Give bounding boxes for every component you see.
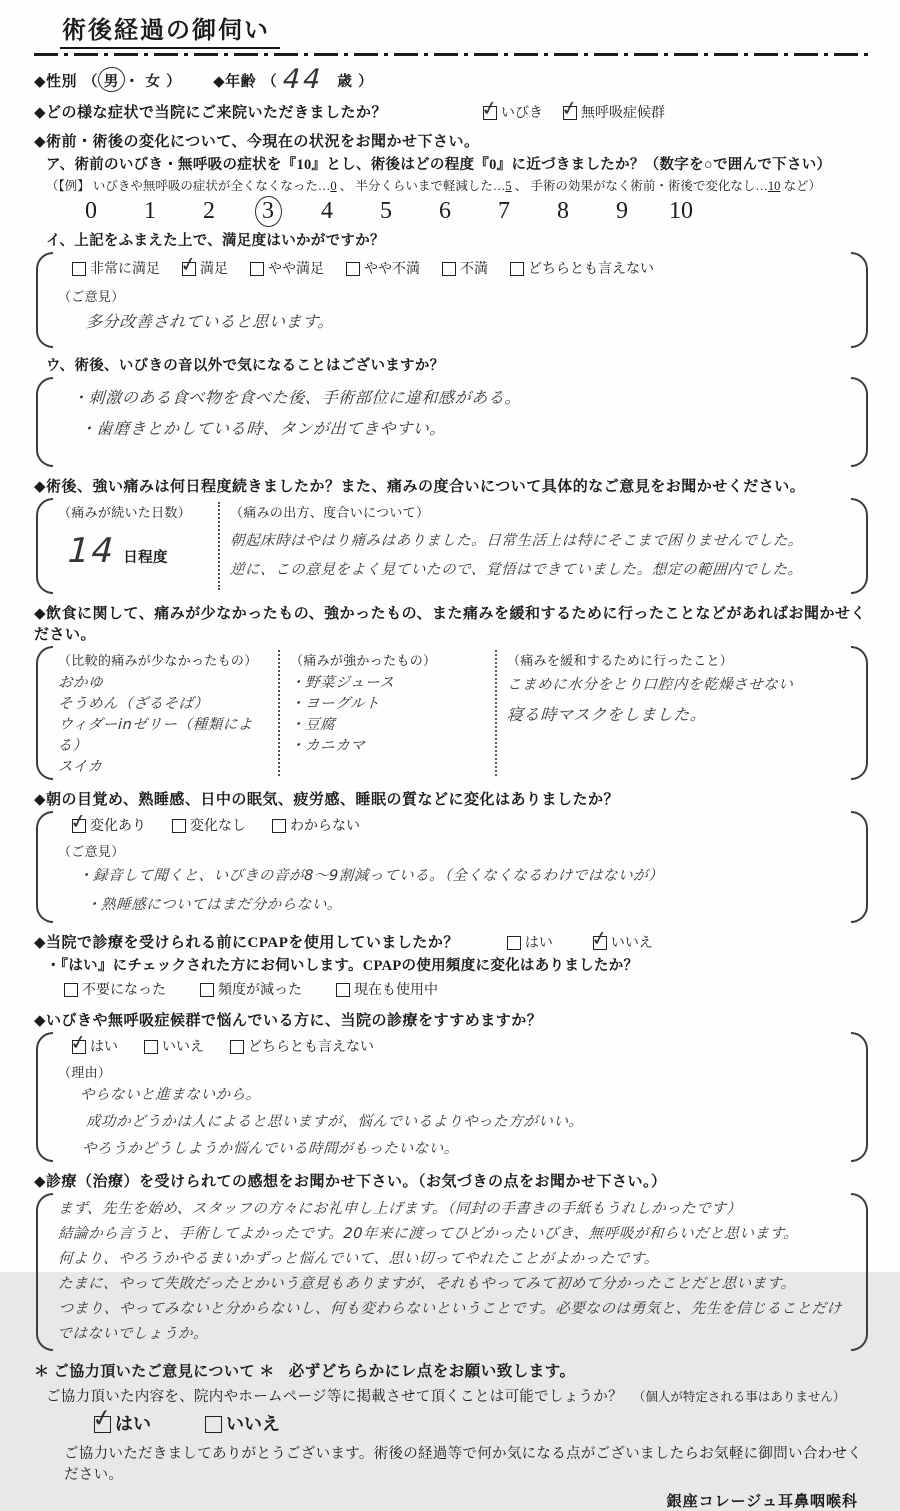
recommend-heading: ◆いびきや無呼吸症候群で悩んでいる方に、当院の診療をすすめますか？ xyxy=(34,1013,543,1029)
checkbox-icon xyxy=(250,262,264,276)
checkbox-icon xyxy=(200,983,214,997)
checkbox-icon xyxy=(182,262,196,276)
column-divider xyxy=(278,650,280,776)
option-label: 変化あり xyxy=(90,819,146,834)
option-label: いいえ xyxy=(226,1414,280,1434)
example-num-5: 5 xyxy=(505,179,512,193)
satisfaction-section xyxy=(34,229,870,348)
scale-8: 8 xyxy=(557,198,569,224)
diet-high-pain-column xyxy=(290,650,485,776)
satisfaction-answer-area xyxy=(34,252,870,348)
option-label: 不要になった xyxy=(82,983,166,998)
thanks-message: ご協力いただきましてありがとうございます。術後の経過等で何か気になる点がございましたらお気軽に御問い合わせください。 xyxy=(64,1446,863,1483)
consent-note-bold: 必ずどちらかにレ点をお願い致します。 xyxy=(288,1363,576,1380)
example-text: 、 手術の効果がなく術前・術後で変化なし… xyxy=(511,179,768,193)
consent-question: ご協力頂いた内容を、院内やホームページ等に掲載させて頂くことは可能でしょうか？ xyxy=(46,1389,623,1405)
pain-days-value-handwritten: 14 xyxy=(66,531,117,571)
age-value-handwritten: 44 xyxy=(282,64,325,95)
diet-low-label: （比較的痛みが少なかったもの） xyxy=(58,653,258,668)
gender-male-option: 男 xyxy=(104,70,119,91)
cpap-question-row xyxy=(34,931,870,952)
option-label: いいえ xyxy=(162,1040,204,1055)
diet-high-label: （痛みが強かったもの） xyxy=(290,653,437,668)
option-label: いいえ xyxy=(610,936,653,951)
sleep-options xyxy=(72,815,844,835)
age-label: ◆年齢 xyxy=(213,74,257,90)
option-label: はい xyxy=(524,936,553,951)
reason-line-handwritten: やらないと進まないから。 xyxy=(79,1087,262,1103)
age-paren-close: ） xyxy=(358,74,373,90)
option-label: いびき xyxy=(501,106,544,121)
pain-days-column xyxy=(58,502,208,590)
checkbox-icon xyxy=(64,983,78,997)
gender-female-option: 女 xyxy=(145,74,161,90)
satisfaction-options xyxy=(72,258,844,278)
checkbox-icon xyxy=(593,936,607,950)
checkbox-icon xyxy=(172,819,186,833)
checkbox-icon xyxy=(507,936,521,950)
consent-options xyxy=(94,1410,870,1436)
checkbox-icon xyxy=(205,1416,222,1433)
cpap-heading: ◆当院で診療を受けられる前にCPAPを使用していましたか？ xyxy=(34,935,459,951)
option-label: やや不満 xyxy=(364,262,420,277)
checkbox-icon xyxy=(510,262,524,276)
option-ibiki xyxy=(483,102,543,122)
diet-item-handwritten: ・カニカマ xyxy=(289,738,366,754)
impression-line-handwritten: たまに、やって失敗だったとかいう意見もありますが、それもやってみて初めて分かったことだと思います。 xyxy=(57,1276,797,1292)
gender-paren-open: （ xyxy=(83,74,98,90)
option-label: わからない xyxy=(290,819,360,834)
column-divider xyxy=(495,650,497,776)
option-label: どちらとも言えない xyxy=(528,262,654,277)
diet-section xyxy=(34,602,870,780)
sleep-section xyxy=(34,788,870,923)
concern-line-handwritten: ・歯磨きとかしている時、タンが出てきやすい。 xyxy=(79,419,447,438)
example-text: （【例】 いびきや無呼吸の症状が全くなくなった… xyxy=(46,179,331,193)
impression-line-handwritten: まず、先生を始め、スタッフの方々にお礼申し上げます。（同封の手書きの手紙もうれしかったです） xyxy=(57,1201,742,1217)
option-label: はい xyxy=(115,1414,151,1434)
diet-relief-label: （痛みを緩和するために行ったこと） xyxy=(507,653,734,668)
symptom-row xyxy=(34,101,870,122)
checkbox-icon xyxy=(442,262,456,276)
checkbox-icon xyxy=(72,1040,86,1054)
impression-line-handwritten: 結論から言うと、手術してよかったです。20年来に渡ってひどかったいびき、無呼吸が和らいだと思います。 xyxy=(57,1226,799,1242)
checkbox-icon xyxy=(483,106,497,120)
pain-section xyxy=(34,475,870,594)
sleep-line-handwritten: ・録音して聞くと、いびきの音が8～9割減っている。（全くなくなるわけではないが） xyxy=(77,868,664,884)
scale-1: 1 xyxy=(144,198,156,224)
scale-4: 4 xyxy=(321,198,333,224)
option-label: やや満足 xyxy=(268,262,324,277)
checkbox-icon xyxy=(72,819,86,833)
sleep-line-handwritten: ・熟睡感についてはまだ分からない。 xyxy=(85,897,343,913)
checkbox-icon xyxy=(336,983,350,997)
scale-7: 7 xyxy=(498,198,510,224)
pain-answer-area xyxy=(34,498,870,594)
diet-relief-handwritten: 寝る時マスクをしました。 xyxy=(506,705,708,724)
change-example xyxy=(46,176,870,194)
header xyxy=(34,8,870,56)
checkbox-icon xyxy=(144,1040,158,1054)
checkbox-icon xyxy=(72,262,86,276)
scale-9: 9 xyxy=(616,198,628,224)
impression-section xyxy=(34,1170,870,1351)
concerns-answer-area xyxy=(34,377,870,467)
other-concerns-section xyxy=(34,354,870,467)
checkbox-icon xyxy=(272,819,286,833)
checkbox-icon xyxy=(94,1416,111,1433)
cpap-followup-options xyxy=(64,979,870,999)
option-label: 現在も使用中 xyxy=(354,983,438,998)
pain-heading: ◆術後、強い痛みは何日程度続きましたか？また、痛みの度合いについて具体的なご意見をお聞かせください。 xyxy=(34,479,806,495)
age-paren-open: （ xyxy=(262,74,277,90)
scale-6: 6 xyxy=(439,198,451,224)
age-unit: 歳 xyxy=(337,74,353,90)
rating-scale xyxy=(76,198,696,225)
diet-item-handwritten: ・ヨーグルト xyxy=(289,696,381,712)
checkbox-icon xyxy=(563,106,577,120)
consent-section xyxy=(34,1359,870,1511)
dashdot-divider xyxy=(34,53,870,56)
satisfaction-comment-handwritten: 多分改善されていると思います。 xyxy=(85,312,335,331)
opinion-label: （ご意見） xyxy=(58,844,125,859)
pain-detail-column xyxy=(230,502,844,590)
gender-separator: ・ xyxy=(124,74,140,90)
reason-line-handwritten: やろうかどうしようか悩んでいる時間がもったいない。 xyxy=(81,1141,460,1157)
option-label: 不満 xyxy=(460,262,488,277)
cpap-options xyxy=(507,932,653,952)
impression-heading: ◆診療（治療）を受けられての感想をお聞かせ下さい。（お気づきの点をお聞かせ下さい。） xyxy=(34,1174,667,1190)
opinion-label: （ご意見） xyxy=(58,289,125,304)
option-label: はい xyxy=(90,1040,118,1055)
option-label: 無呼吸症候群 xyxy=(581,106,666,121)
impression-answer-area xyxy=(34,1193,870,1351)
concerns-heading: ウ、術後、いびきの音以外で気になることはございますか？ xyxy=(46,358,445,374)
recommend-answer-area xyxy=(34,1032,870,1162)
option-mukokyu xyxy=(563,102,665,122)
impression-line-handwritten: つまり、やってみないと分からないし、何も変わらないということです。必要なのは勇気と、先生を信じることだけではないでしょうか。 xyxy=(56,1301,843,1342)
checkbox-icon xyxy=(230,1040,244,1054)
cpap-followup: ・『はい』にチェックされた方にお伺いします。CPAPの使用頻度に変化はありましたか？ xyxy=(46,958,639,974)
option-label: 非常に満足 xyxy=(90,262,160,277)
diet-relief-column xyxy=(507,650,844,776)
sleep-heading: ◆朝の目覚め、熟睡感、日中の眠気、疲労感、睡眠の質などに変化はありましたか？ xyxy=(34,792,619,808)
gender-paren-close: ） xyxy=(166,74,182,90)
scale-3-circled: 3 xyxy=(253,198,283,225)
diet-item-handwritten: おかゆ xyxy=(57,675,104,691)
change-sub-a: ア、術前のいびき・無呼吸の症状を『10』とし、術後はどの程度『0』に近づきましたか？（数字を○で囲んで下さい） xyxy=(46,157,832,173)
option-label: 変化なし xyxy=(190,819,246,834)
example-text: 、 半分くらいまで軽減した… xyxy=(336,179,506,193)
example-text: など） xyxy=(780,179,822,193)
consent-question-note: （個人が特定される事はありません） xyxy=(632,1390,846,1404)
reason-label: （理由） xyxy=(58,1065,112,1080)
scale-10: 10 xyxy=(669,198,693,224)
diet-heading: ◆飲食に関して、痛みが少なかったもの、強かったもの、また痛みを緩和するために行ったことなどがあればお聞かせください。 xyxy=(34,606,867,643)
pain-days-label: （痛みが続いた日数） xyxy=(58,505,192,520)
diet-answer-area xyxy=(34,646,870,780)
scale-2: 2 xyxy=(203,198,215,224)
diet-item-handwritten: スイカ xyxy=(57,759,103,775)
concern-line-handwritten: ・刺激のある食べ物を食べた後、手術部位に違和感がある。 xyxy=(71,388,522,407)
symptom-question: ◆どの様な症状で当院にご来院いただきましたか？ xyxy=(34,105,388,121)
change-heading: ◆術前・術後の変化について、今現在の状況をお聞かせ下さい。 xyxy=(34,134,480,150)
option-label: 頻度が減った xyxy=(218,983,302,998)
option-label: 満足 xyxy=(200,262,228,277)
impression-line-handwritten: 何より、やろうかやるまいかずっと悩んでいて、思い切ってやれたことがよかったです。 xyxy=(57,1251,660,1267)
clinic-name: 銀座コレージュ耳鼻咽喉科 xyxy=(666,1494,858,1510)
diet-relief-handwritten: こまめに水分をとり口腔内を乾燥させない xyxy=(506,677,794,693)
pain-detail-label: （痛みの出方、度合いについて） xyxy=(230,505,430,520)
pain-detail-line-handwritten: 逆に、この意見をよく見ていたので、覚悟はできていました。想定の範囲内でした。 xyxy=(229,562,804,578)
recommend-section xyxy=(34,1009,870,1162)
sleep-answer-area xyxy=(34,811,870,923)
cpap-section xyxy=(34,931,870,999)
pain-detail-line-handwritten: 朝起床時はやはり痛みはありました。日常生活上は特にそこまで困りませんでした。 xyxy=(229,533,804,549)
scale-5: 5 xyxy=(380,198,392,224)
scale-0: 0 xyxy=(85,198,97,224)
symptom-options xyxy=(483,102,665,122)
satisfaction-heading: イ、上記をふまえた上で、満足度はいかがですか？ xyxy=(46,233,385,249)
diet-low-pain-column xyxy=(58,650,268,776)
column-divider xyxy=(218,502,220,590)
gender-label: ◆性別 xyxy=(34,74,78,90)
consent-note-prefix: ＊ ご協力頂いたご意見について ＊ xyxy=(34,1364,275,1380)
example-num-10: 10 xyxy=(767,179,781,193)
diet-item-handwritten: そうめん（ざるそば） xyxy=(57,696,210,712)
change-section xyxy=(34,130,870,225)
option-label: どちらとも言えない xyxy=(248,1040,374,1055)
recommend-options xyxy=(72,1036,844,1056)
example-num-0: 0 xyxy=(330,179,337,193)
diet-item-handwritten: ウィダーinゼリー（種類による） xyxy=(56,717,254,754)
checkbox-icon xyxy=(346,262,360,276)
diet-item-handwritten: ・豆腐 xyxy=(289,717,336,733)
reason-line-handwritten: 成功かどうかは人によると思いますが、悩んでいるよりやった方がいい。 xyxy=(85,1114,584,1130)
page-title: 術後経過の御伺い xyxy=(60,10,280,49)
pain-days-unit: 日程度 xyxy=(123,550,168,566)
gender-age-row xyxy=(34,62,870,93)
diet-item-handwritten: ・野菜ジュース xyxy=(289,675,395,691)
